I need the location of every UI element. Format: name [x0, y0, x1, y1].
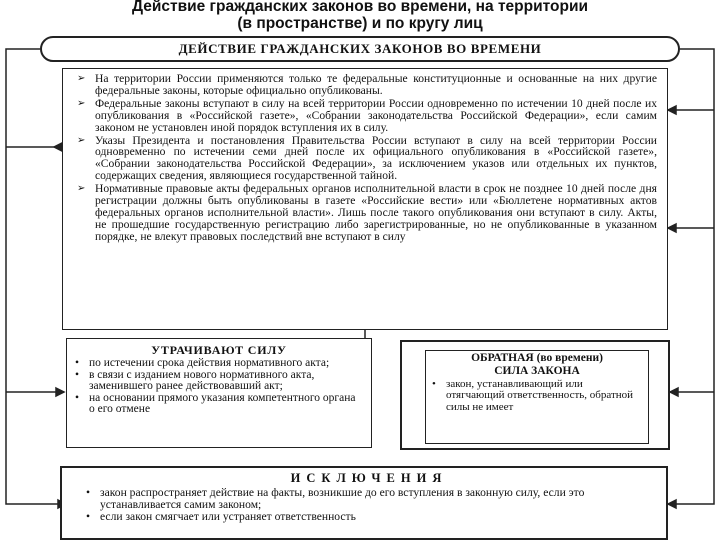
list-item [75, 393, 363, 416]
list-item [86, 487, 652, 511]
main-rules-box [62, 68, 668, 330]
retro-force-inner [425, 350, 649, 444]
arrow-bullet-icon: ➢ [77, 97, 86, 109]
bullet-icon: • [86, 486, 91, 499]
lose-force-title: УТРАЧИВАЮТ СИЛУ [151, 343, 287, 357]
list-item-text: закон, устанавливающий или отягчающий ответственность, обратной силы не имеет [446, 378, 634, 413]
page-title [40, 0, 680, 32]
rule-item [77, 135, 657, 183]
exceptions-title: ИСКЛЮЧЕНИЯ [290, 471, 448, 485]
bullet-icon: • [75, 357, 80, 369]
title-line-1: Действие гражданских законов во времени, на территории [131, 0, 589, 15]
arrow-bullet-icon: ➢ [77, 73, 86, 84]
rule-text: Нормативные правовые акты федеральных органов исполнительной власти в срок не позднее 10 дней после дня регистрации должны быть опубликованы в газете «Российские вести» или «Бюллетене нормативных актов федеральных органов исполнительной власти». Лишь после такого опубликования они вступают в силу. Акты, не прошедшие государственную регистрацию либо зарегистрированные, но не опубликованные в указанном порядке, не влекут правовых последствий вне вступают в силу [95, 182, 657, 243]
rule-text: Указы Президента и постановления Правительства России вступают в силу на всей территории России одновременно по истечении семи дней после их официального опубликования в «Российской газете», «Собрании законодательства Российской Федерации», за исключением указов или отдельных их пунктов, содержащих сведения, являющиеся государственной тайной. [95, 133, 657, 183]
retro-force-box [400, 340, 670, 450]
list-item [75, 370, 363, 393]
list-item-text: в связи с изданием нового нормативного акта, заменившего ранее действовавший акт; [89, 368, 315, 393]
bullet-icon: • [86, 510, 91, 524]
lose-force-box [66, 338, 372, 448]
list-item-text: по истечении срока действия нормативного акта; [89, 357, 330, 369]
rule-item [77, 183, 657, 243]
bullet-icon: • [432, 378, 436, 390]
arrow-bullet-icon: ➢ [77, 134, 86, 146]
arrow-bullet-icon: ➢ [77, 183, 86, 195]
title-line-2: (в пространстве) и по кругу лиц [237, 15, 483, 32]
list-item-text: на основании прямого указания компетентного органа о его отмене [89, 391, 356, 416]
retro-title-line-2: СИЛА ЗАКОНА [494, 364, 580, 377]
rule-item [77, 73, 657, 97]
main-heading: ДЕЙСТВИЕ ГРАЖДАНСКИХ ЗАКОНОВ ВО ВРЕМЕНИ [40, 36, 680, 62]
list-item [432, 379, 642, 413]
list-item [86, 511, 652, 523]
rule-text: Федеральные законы вступают в силу на всей территории России одновременно по истечении 10 дней после их опубликования в «Российской газете», «Собрании законодательства Российской Федерации», если самим законом не установлен иной порядок вступления их в силу. [95, 96, 657, 134]
list-item [75, 358, 363, 370]
exceptions-box [60, 466, 668, 540]
bullet-icon: • [75, 391, 80, 404]
bullet-icon: • [75, 368, 80, 381]
rule-text: На территории России применяются только те федеральные конституционные и основанные на них другие федеральные законы, которые официально опубликованы. [95, 72, 657, 97]
list-item-text: закон распространяет действие на факты, возникшие до его вступления в законную силу, если это устанавливается самим законом; [100, 486, 585, 512]
rule-item [77, 98, 657, 134]
list-item-text: если закон смягчает или устраняет ответственность [100, 510, 356, 524]
retro-title-line-1: ОБРАТНАЯ (во времени) [471, 352, 603, 364]
